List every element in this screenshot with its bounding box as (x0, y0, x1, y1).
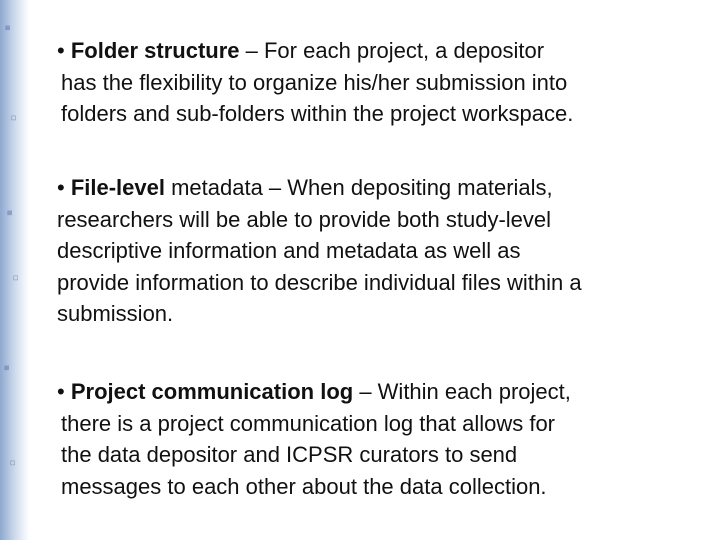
bullet-text: – Within each project, (353, 379, 571, 404)
bullet-line: provide information to describe individual files within a (57, 269, 582, 295)
bullet-line: the data depositor and ICPSR curators to send (61, 442, 518, 467)
bullet-mark: • (57, 38, 71, 63)
bullet-project-communication-log (57, 376, 697, 502)
bullet-heading: File-level (70, 175, 165, 200)
bullet-folder-structure (57, 35, 697, 130)
bullet-mark: • (57, 379, 71, 404)
edge-glyph: ▪ (3, 360, 11, 374)
bullet-text: – For each project, a depositor (239, 38, 545, 63)
edge-glyph: ▫ (10, 110, 18, 124)
bullet-mark: • (57, 175, 71, 200)
bullet-line: researchers will be able to provide both study-level (57, 206, 552, 232)
bullet-line: messages to each other about the data collection. (61, 473, 547, 499)
decorative-edge-strip (0, 0, 30, 540)
bullet-file-level-metadata (57, 172, 697, 330)
edge-glyph: ▫ (9, 455, 17, 469)
bullet-line: there is a project communication log that allows for (61, 410, 556, 436)
bullet-text: metadata – When depositing materials, (164, 175, 553, 200)
bullet-heading: Folder structure (70, 38, 240, 63)
bullet-line: has the flexibility to organize his/her submission into (61, 69, 568, 95)
edge-glyph: ▪ (6, 205, 14, 219)
edge-glyph: ▫ (12, 270, 20, 284)
edge-glyph: ▪ (4, 20, 12, 34)
bullet-line: folders and sub-folders within the project workspace. (61, 101, 574, 126)
bullet-heading: Project communication log (70, 379, 354, 404)
bullet-line: submission. (57, 301, 174, 326)
bullet-line: descriptive information and metadata as well as (57, 238, 521, 263)
